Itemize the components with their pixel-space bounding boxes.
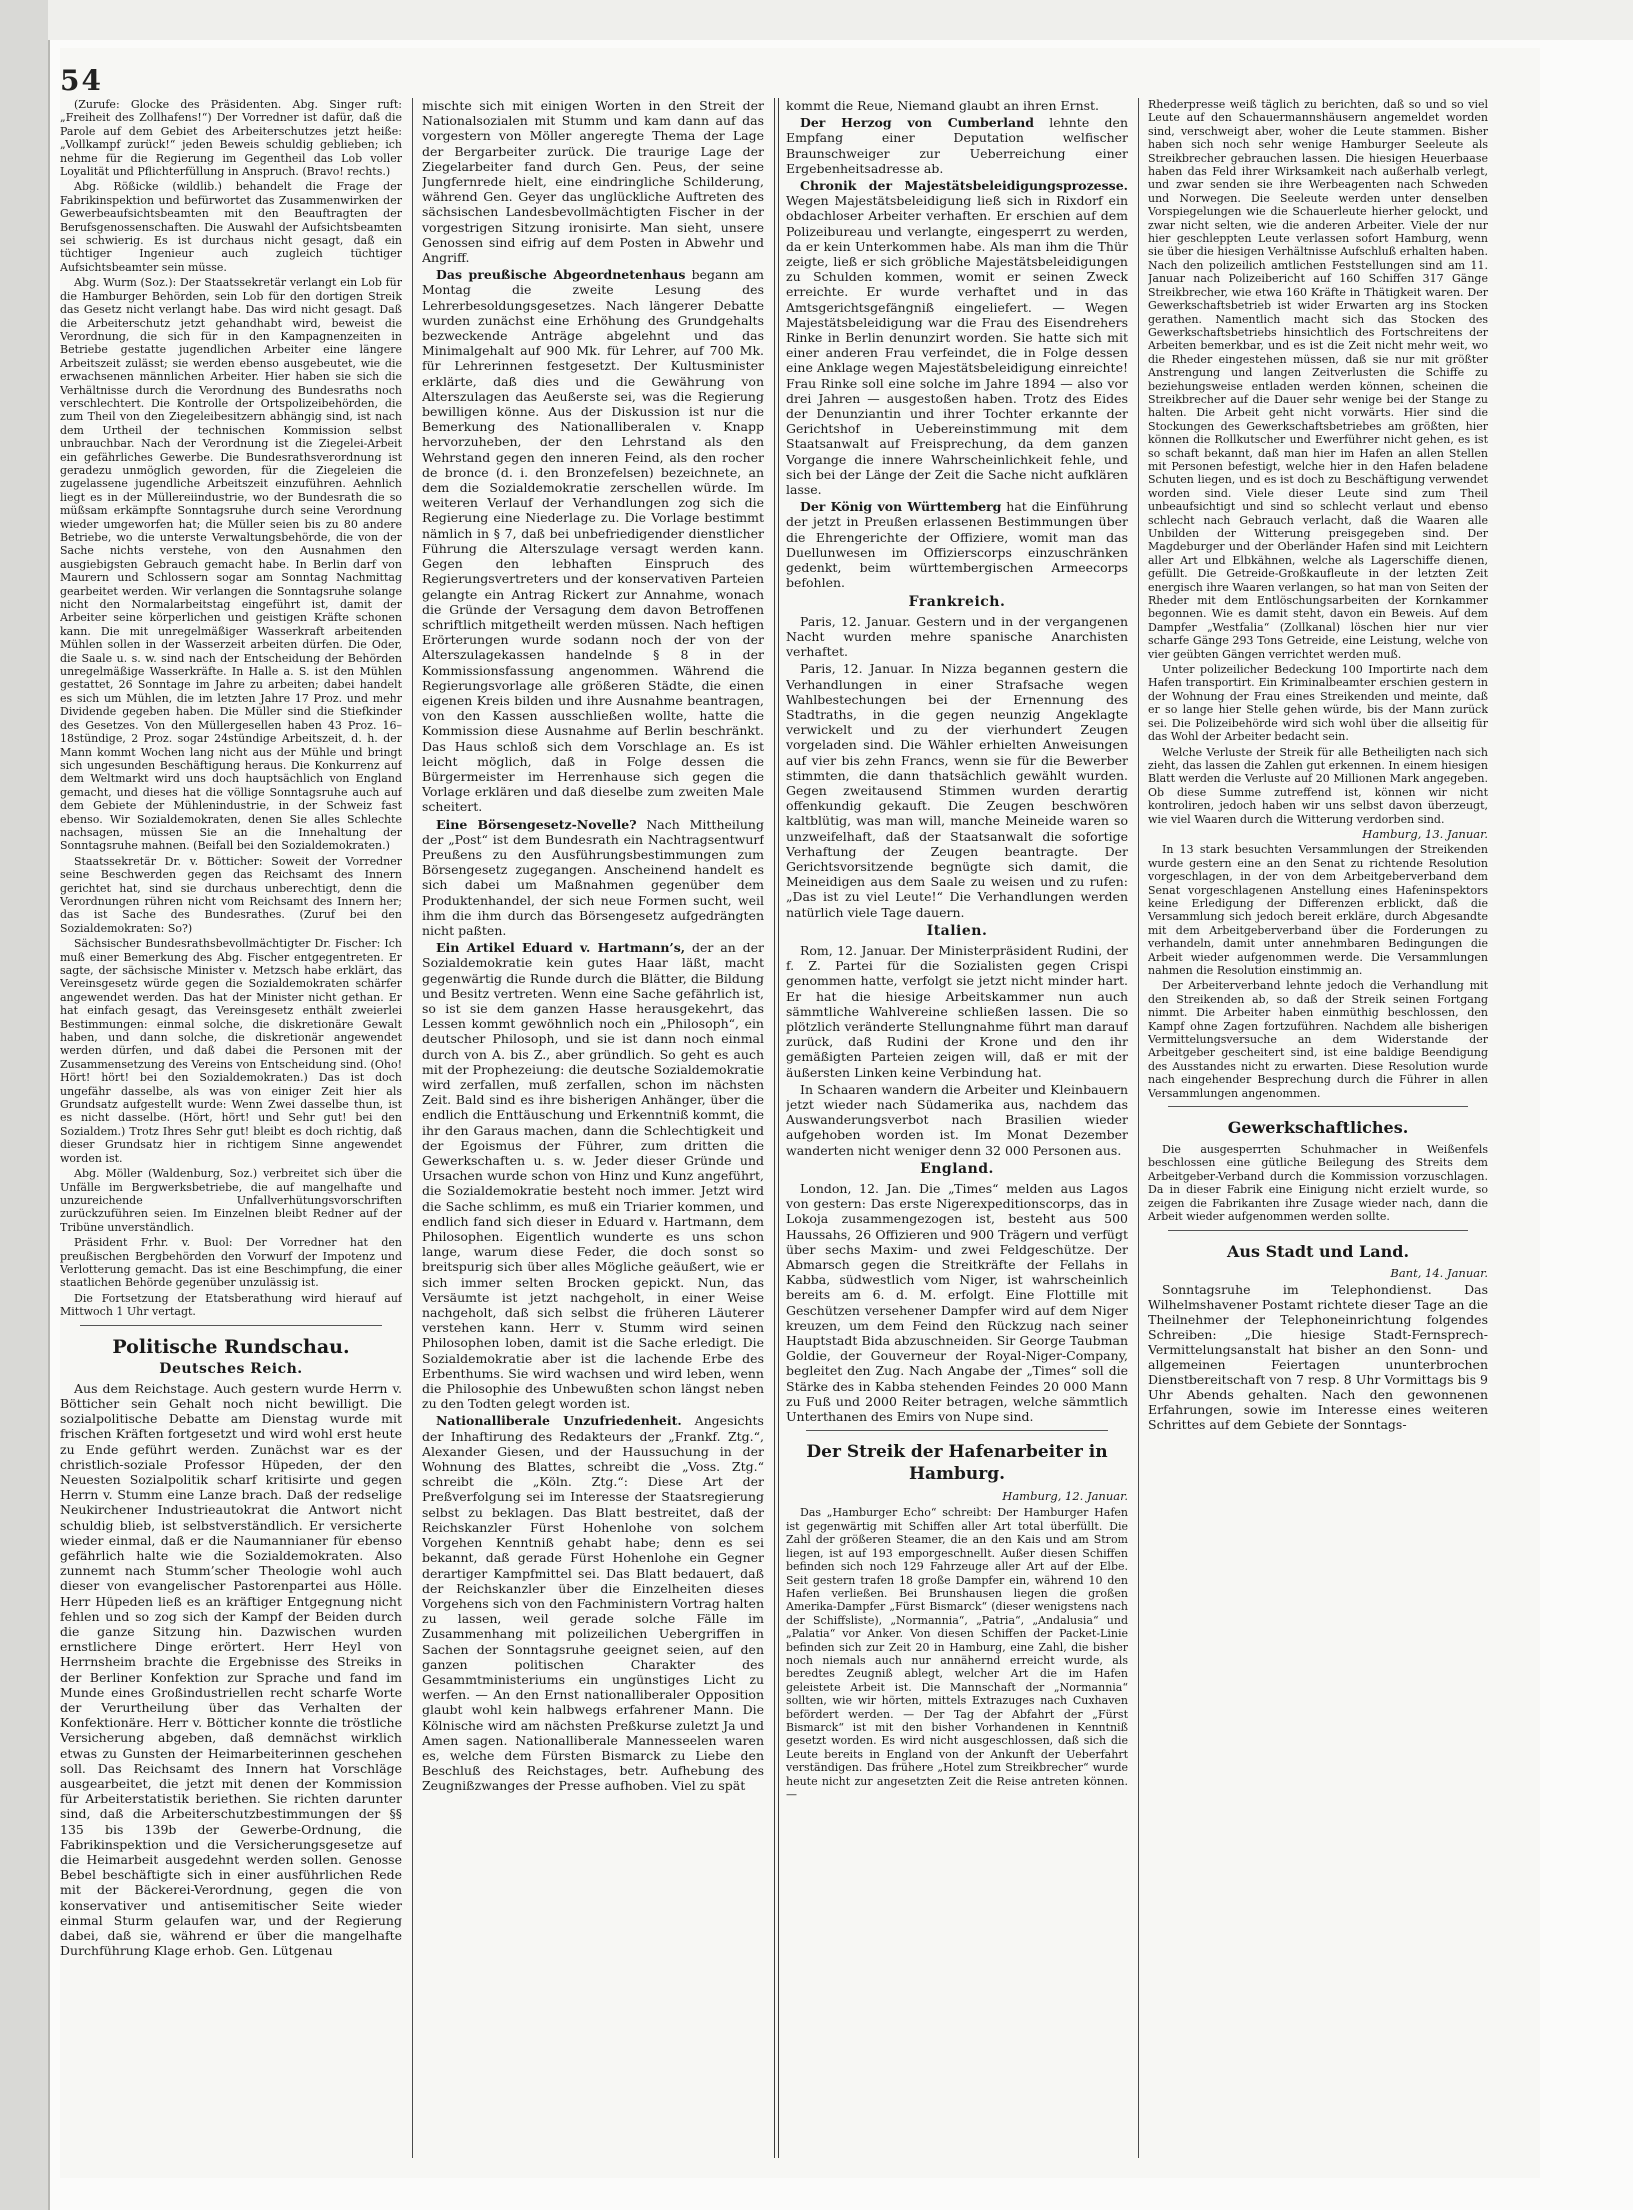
- paragraph: Nach Mittheilung der „Post“ ist dem Bundesrath ein Nachtragsentwurf Preußens zu den Ausführungsbestimmungen zum Börsengesetz zugegangen. Anscheinend handelt es sich dabei um Maßnahmen gegenüber dem Produktenhandel, der sich neue Formen sucht, weil ihm die ihm durch das Börsengesetz aufgedrängten nicht paßten.: [422, 816, 764, 938]
- divider: [806, 1430, 1108, 1431]
- paragraph: Rom, 12. Januar. Der Ministerpräsident Rudini, der f. Z. Partei für die Sozialisten gegen Crispi genommen hatte, verfolgt sie jetzt nicht minder hart. Er hat die hiesige Arbeitskammer nun auch sämmtliche Wahlvereine schließen lassen. Die so plötzlich veränderte Stellungnahme führt man darauf zurück, daß Rudini der Krone und den ihr gemäßigten Parteien zeigen will, daß er mit der äußersten Linken keine Verbindung hat.: [786, 942, 1128, 1080]
- paragraph: In 13 stark besuchten Versammlungen der Streikenden wurde gestern eine an den Senat zu richtende Resolution vorgeschlagen, in der von dem Arbeitgeberverband dem Senat vorgeschlagenen Anstellung eines Hafeninspektors keine Erledigung der Differenzen erblickt, daß die Versammlung sich jedoch bereit erkläre, durch Abgesandte mit dem Arbeitgeberverband über die Forderungen zu verhandeln, damit unter annehmbaren Bedingungen die Arbeit wieder aufgenommen werde. Die Versammlungen nahmen die Resolution einstimmig an.: [1148, 843, 1488, 977]
- paragraph: hat die Einführung der jetzt in Preußen erlassenen Bestimmungen über die Ehrengerichte der Offiziere, womit man das Duellunwesen im Offizierscorps einzuschränken gedenkt, beim württembergischen Armeecorps befohlen.: [786, 499, 1128, 591]
- column-2: [422, 98, 764, 2158]
- paragraph: Abg. Möller (Waldenburg, Soz.) verbreitet sich über die Unfälle im Bergwerksbetriebe, die auf mangelhafte und unzureichende Unfallverhütungsvorschriften zurückzuführen seien. Im Einzelnen bleibt Redner auf der Tribüne unverständlich.: [60, 1167, 402, 1234]
- paragraph: In Schaaren wandern die Arbeiter und Kleinbauern jetzt wieder nach Südamerika aus, nachdem das Auswanderungsverbot nach Brasilien wieder aufgehoben worden ist. Im Monat Dezember wanderten nicht weniger denn 32 000 Personen aus.: [786, 1081, 1128, 1158]
- column-3: [786, 98, 1128, 2158]
- article-title: Der Streik der Hafenarbeiter in Hamburg.: [806, 1442, 1108, 1485]
- section-heading: Gewerkschaftliches.: [1227, 1118, 1409, 1138]
- column-rule: [774, 98, 779, 2158]
- paragraph: begann am Montag die zweite Lesung des Lehrerbesoldungsgesetzes. Nach längerer Debatte wurden zunächst eine Erhöhung des Grundgehalts bezweckende Anträge abgelehnt und das Minimalgehalt auf 900 Mk. für Lehrer, auf 700 Mk. für Lehrerinnen festgesetzt. Der Kultusminister erklärte, daß dies und die Gewährung von Alterszulagen das Aeußerste sei, was die Regierung bewilligen könne. Aus der Diskussion ist nur die Bemerkung des Nationalliberalen v. Knapp hervorzuheben, der den Lehrstand als den Wehrstand gegen den inneren Feind, als den rocher de bronce (d. i. den Bronzefelsen) bezeichnete, an dem die Sozialdemokratie zerschellen würde. Im weiteren Verlauf der Verhandlungen zog sich die Regierung eine Niederlage zu. Die Vorlage bestimmt nämlich in § 7, daß bei unbefriedigender dienstlicher Führung die Alterszulage versagt werden kann. Gegen den lebhaften Einspruch des Regierungsvertreters und der konservativen Parteien gelangte ein Antrag Rickert zur Annahme, wonach die Gründe der Versagung dem davon Betroffenen schriftlich mitgetheilt werden müssen. Nach heftigen Erörterungen wurde sodann noch der von der Alterszulagekassen handelnde § 8 in der Kommissionsfassung angenommen. Während die Regierungsvorlage alle größeren Städte, die einen eigenen Kreis bilden und ihre Ausnahme beantragen, von den Kassen ausschließen wollte, hatte die Kommission diese Ausnahme auf Berlin beschränkt. Das Haus schloß sich dem Vorschlage an. Es ist leicht möglich, daß in Folge dessen die Bürgermeister im Herrenhause sich gegen die Vorlage erklären und daß dieselbe zum zweiten Male scheitert.: [422, 267, 764, 815]
- paragraph: Sächsischer Bundesrathsbevollmächtigter Dr. Fischer: Ich muß einer Bemerkung des Abg. Fischer entgegentreten. Er sagte, der sächsische Minister v. Metzsch habe erklärt, das Vereinsgesetz würde gegen die Sozialdemokraten schärfer angewendet werden. Das hat der Minister nicht gethan. Er hat einfach gesagt, das Vereinsgesetz enthält zweierlei Bestimmungen: einmal solche, die diskretionäre Gewalt haben, und dann solche, die diskretionär angewendet werden dürfen, und daß dabei die Personen mit der Zusammensetzung des Vereins von Entscheidung sind. (Oho! Hört! hört! bei den Sozialdemokraten.) Das ist doch ungefähr dasselbe, als was von einiger Zeit hier als Grundsatz aufgestellt wurde: Wenn Zwei dasselbe thun, ist es nicht dasselbe. (Hört, hört! und Sehr gut! bei den Sozialdem.) Trotz Ihres Sehr gut! bleibt es doch richtig, daß dieser Grundsatz hier in richtigem Sinne angewendet worden ist.: [60, 937, 402, 1165]
- column-rule: [412, 98, 413, 2158]
- article-heading: Ein Artikel Eduard v. Hartmann’s,: [436, 940, 686, 956]
- paragraph: lehnte den Empfang einer Deputation welfischer Braunschweiger zur Ueberreichung einer Ergebenheitsadresse ab.: [786, 115, 1128, 176]
- divider: [1168, 1230, 1468, 1231]
- section-heading: Aus Stadt und Land.: [1226, 1241, 1410, 1261]
- article-heading: Nationalliberale Unzufriedenheit.: [436, 1413, 682, 1429]
- paragraph: kommt die Reue, Niemand glaubt an ihren Ernst.: [786, 98, 1100, 113]
- section-heading: Politische Rundschau.: [112, 1335, 350, 1358]
- column-4: [1148, 98, 1488, 2158]
- article-heading: Der Herzog von Cumberland: [800, 115, 1034, 131]
- paragraph: Präsident Frhr. v. Buol: Der Vorredner hat den preußischen Bergbehörden den Vorwurf der Impotenz und Verlotterung gemacht. Das ist eine Beschimpfung, die einer staatlichen Behörde gegenüber unzulässig ist.: [60, 1236, 402, 1290]
- top-margin: [48, 0, 1633, 40]
- column-rule: [1138, 98, 1139, 2158]
- country-heading: Frankreich.: [908, 593, 1006, 610]
- paragraph: Wegen Majestätsbeleidigung ließ sich in Rixdorf ein obdachloser Arbeiter verhaften. Er erschien auf dem Polizeibureau und verlangte, eingesperrt zu werden, da er kein Unterkommen habe. Als man ihm die Thür zeigte, ließ er sich gröbliche Majestätsbeleidigungen zu Schulden kommen, womit er seinen Zweck erreichte. Er wurde verhaftet und in das Amtsgerichtsgefängniß eingeliefert. — Wegen Majestätsbeleidigung war die Frau des Eisendrehers Rinke in Berlin denunzirt worden. Sie hatte sich mit einer anderen Frau verfeindet, die in Folge dessen eine Anklage wegen Majestätsbeleidigung einreichte! Frau Rinke soll eine solche im Jahre 1894 — also vor drei Jahren — ausgestoßen haben. Trotz des Eides der Denunziantin und ihrer Tochter erkannte der Gerichtshof in Uebereinstimmung mit dem Staatsanwalt auf Freisprechung, da dem ganzen Vorgange die innere Wahrscheinlichkeit fehle, und sich bei der Länge der Zeit die Sache nicht aufklären lasse.: [786, 193, 1128, 498]
- paragraph: Die Fortsetzung der Etatsberathung wird hierauf auf Mittwoch 1 Uhr vertagt.: [60, 1291, 402, 1319]
- paragraph: Der Arbeiterverband lehnte jedoch die Verhandlung mit den Streikenden ab, so daß der Streik seinen Fortgang nimmt. Die Arbeiter haben einmüthig beschlossen, den Kampf ohne Zagen fortzuführen. Nachdem alle bisherigen Vermittelungsversuche an dem Widerstande der Arbeitgeber gescheitert sind, ist eine baldige Beendigung des Ausstandes nicht zu erwarten. Diese Resolution wurde nach eingehender Besprechung durch die Führer in allen Versammlungen angenommen.: [1148, 979, 1488, 1100]
- paragraph: Abg. Wurm (Soz.): Der Staatssekretär verlangt ein Lob für die Hamburger Behörden, sein Lob für den dortigen Streik das Gesetz nicht verlangt habe. Das wird nicht gesagt. Daß die Arbeiterschutz jetzt gehandhabt wird, beweist die Verordnung, die sich für in den Kampagnenzeiten in Betriebe gestatte jugendlichen Arbeiter eine längere Arbeitszeit zulässt; sie werden ebenso ausgebeutet, wie die erwachsenen männlichen Arbeiter. Hier haben sie sich die Verhältnisse durch die Verordnung des Bundesraths noch verschlechtert. Die Kontrolle der Ortspolizeibehörden, die zum Theil von den Ziegeleibesitzern abhängig sind, ist nach dem Urtheil der technischen Kommission selbst unbrauchbar. Nach der Verordnung ist die Ziegelei-Arbeit ein gefährliches Gewerbe. Die Bundesrathsverordnung ist geradezu unmöglich geworden, für die Ziegeleien die zugelassene jugendliche Arbeitszeit einzuführen. Aehnlich liegt es in der Müllereiindustrie, wo der Bundesrath die so müßsam erkämpfte Sonntagsruhe durch seine Verordnung wieder umgeworfen hat; die Müller seien bis zu 80 andere Betriebe, wo die unterste Verwaltungsbehörde, die von der Sache nichts verstehe, von den Ausnahmen den ausgiebigsten Gebrauch gemacht habe. In Berlin darf von Maurern und Schlossern sogar am Sonntag Nachmittag gearbeitet werden. Wir verlangen die Sonntagsruhe solange nicht den Normalarbeitstag eingeführt ist, damit der Arbeiter seine körperlichen und geistigen Kräfte schonen kann. Die mit unregelmäßiger Wasserkraft arbeitenden Mühlen sollen in der Wasserzeit arbeiten dürfen. Die Oder, die Saale u. s. w. sind nach der Entscheidung der Behörden unregelmäßige Wasserkräfte. In Halle a. S. ist den Mühlen gestattet, 26 Sonntage im Jahre zu arbeiten; dabei handelt es sich um Mühlen, die im letzten Jahre 17 Proz. und mehr Dividende gegeben haben. Die Müller sind die Stiefkinder des Gesetzes. Von den Müllergesellen haben 43 Proz. 16–18stündige, 2 Proz. sogar 24stündige Arbeitszeit, d. h. der Mann kommt Wochen lang nicht aus der Mühle und bringt sich ungesunden Beschäftigung heraus. Die Konkurrenz auf dem Weltmarkt wird uns doch hauptsächlich von England gemacht, und dieses hat die völlige Sonntagsruhe auch auf dem Gebiete der Mühlenindustrie, in der Schweiz fast ebenso. Wir Sozialdemokraten, denen Sie alles Schlechte nachsagen, müssen Sie an die Innehaltung der Sonntagsruhe mahnen. (Beifall bei den Sozialdemokraten.): [60, 276, 402, 853]
- article-heading: Der König von Württemberg: [800, 499, 1002, 515]
- dateline: Bant, 14. Januar.: [1390, 1265, 1488, 1280]
- column-1: [60, 98, 402, 2158]
- divider: [80, 1325, 382, 1326]
- paragraph: London, 12. Jan. Die „Times“ melden aus Lagos von gestern: Das erste Nigerexpeditionscorps, das in Lokoja zusammengezogen ist, besteht aus 500 Haussahs, 26 Offizieren und 900 Trägern und verfügt über sechs Maxim- und zwei Feldgeschütze. Der Abmarsch gegen die Streitkräfte der Fellahs in Kabba, südwestlich vom Niger, ist wahrscheinlich bereits am 6. d. M. erfolgt. Eine Flottille mit Geschützen versehener Dampfer wird auf dem Niger kreuzen, um dem Feind den Rückzug nach seiner Hauptstadt Bida abzuschneiden. Sir George Taubman Goldie, der Gouverneur der Royal-Niger-Company, begleitet den Zug. Nach Angabe der „Times“ soll die Stärke des in Kabba stehenden Feindes 20 000 Mann zu Fuß und 2000 Reiter betragen, welche sämmtlich Unterthanen des Emirs von Nupe sind.: [786, 1181, 1128, 1425]
- paragraph: der an der Sozialdemokratie kein gutes Haar läßt, macht gegenwärtig die Runde durch die Blätter, die Bildung und Besitz vertreten. Wenn eine Sache gefährlich ist, so ist sie dem ganzen Hasse herausgekehrt, das Lessen kommt gewöhnlich noch ein „Philosoph“, ein deutscher Philosoph, und sie ist dann noch einmal durch von A. bis Z., aber gründlich. So geht es auch mit der Prophezeiung: die deutsche Sozialdemokratie wird zerfallen, muß zerfallen, schon im nächsten Zeit. Bald sind es ihre bisherigen Anhänger, über die endlich die Enttäuschung und Erkenntniß kommt, die ihr den Garaus machen, dann die Schlechtigkeit und der Egoismus der Führer, zum dritten die Gewerkschaften u. s. w. Jeder dieser Gründe und Ursachen wurde schon von Hinz und Kunz angeführt, die Sozialdemokratie besteht noch immer. Jetzt wird die Sache schlimm, es muß ein Triarier kommen, und endlich fand sich dieser in Eduard v. Hartmann, dem Philosophen. Eigentlich wunderte es uns schon lange, warum diese Feder, die doch sonst so breitspurig sich über alles Mögliche geäußert, wie er sich immer selten Brocken gepickt. Nun, das Versäumte ist jetzt nachgeholt, in einer Weise nachgeholt, daß sich selbst die früheren Läuterer verstehen kann. Herr v. Stumm wird seinen Philosophen loben, damit ist die Sache erledigt. Die Sozialdemokratie aber ist die lachende Erbe des Erbenthums. Sie wird wachsen und wird leben, wenn die Philosophie des Unbewußten schon längst neben zu den Todten gelegt worden ist.: [422, 940, 764, 1412]
- paragraph: Das „Hamburger Echo“ schreibt: Der Hamburger Hafen ist gegenwärtig mit Schiffen aller Art total überfüllt. Die Zahl der größeren Steamer, die an den Kais und am Strom liegen, ist auf 193 emporgeschnellt. Außer diesen Schiffen befinden sich noch 129 Fahrzeuge aller Art auf der Elbe. Seit gestern trafen 18 große Dampfer ein, während 10 den Hafen verließen. Bei Brunshausen liegen die großen Amerika-Dampfer „Fürst Bismarck“ (dieser wenigstens nach der Schiffsliste), „Normannia“, „Patria“, „Andalusia“ und „Palatia“ vor Anker. Von diesen Schiffen der Packet-Linie befinden sich zur Zeit 20 in Hamburg, eine Zahl, die bisher noch niemals auch nur annähernd erreicht wurde, als beredtes Zeugniß ablegt, welcher Art die im Hafen geleistete Arbeit ist. Die Mannschaft der „Normannia“ sollten, wie wir hörten, mittels Extrazuges nach Cuxhaven befördert werden. — Der Tag der Abfahrt der „Fürst Bismarck“ ist mit den bisher Vorhandenen in Kenntniß gesetzt worden. Es wird nicht ausgeschlossen, daß sich die Leute bereits in England von der Ankunft der Ueberfahrt verständigen. Das frühere „Hotel zum Streikbrecher“ wurde heute nicht zur angesetzten Zeit die Reise antreten können. —: [786, 1506, 1128, 1801]
- subsection-heading: Deutsches Reich.: [159, 1360, 303, 1377]
- dateline: Hamburg, 13. Januar.: [1362, 826, 1488, 841]
- paragraph: Sonntagsruhe im Telephondienst. Das Wilhelmshavener Postamt richtete dieser Tage an die Theilnehmer der Telephoneinrichtung folgendes Schreiben: „Die hiesige Stadt-Fernsprech-Vermittelungsanstalt hat bisher an den Sonn- und allgemeinen Feiertagen ununterbrochen Dienstbereitschaft von 7 resp. 8 Uhr Vormittags bis 9 Uhr Abends gehalten. Nach den gewonnenen Erfahrungen, sowie im Interesse eines weiteren Schrittes auf dem Gebiete der Sonntags-: [1148, 1281, 1488, 1432]
- paragraph: Staatssekretär Dr. v. Bötticher: Soweit der Vorredner seine Beschwerden gegen das Reichsamt des Innern gerichtet hat, sind sie durchaus unberechtigt, denn die Verordnungen rühren nicht vom Reichsamt des Innern her; das ist Sache des Bundesrathes. (Zuruf bei den Sozialdemokraten: So?): [60, 854, 402, 935]
- country-heading: England.: [920, 1160, 994, 1177]
- binding-edge: [0, 0, 50, 2210]
- country-heading: Italien.: [926, 922, 988, 939]
- paragraph: Rhederpresse weiß täglich zu berichten, daß so und so viel Leute auf den Schauermannshäusern angemeldet worden sind, verschweigt aber, woher die Leute stammen. Bisher haben sich noch sehr wenige Hamburger Seeleute als Streikbrecher gebrauchen lassen. Die hiesigen Heuerbaase haben das Feld ihrer Wirksamkeit nach außerhalb verlegt, und zwar senden sie ihre Werbeagenten nach Schweden und Norwegen. Die Seeleute werden unter denselben Vorspiegelungen wie die Schauerleute hierher gelockt, und zwar nicht selten, wie die anderen Arbeiter. Viele der nur hier geschleppten Leute verlassen sofort Hamburg, wenn sie über die hiesigen Verhältnisse Aufschluß erhalten haben. Nach den polizeilich amtlichen Feststellungen sind am 11. Januar nach Polizeibericht auf 160 Schiffen 317 Gänge Streikbrecher, wie etwa 160 Kräfte in Thätigkeit waren. Der Gewerkschaftsbetrieb ist wider Erwarten arg ins Stocken gerathen. Namentlich macht sich das Stocken des Gewerkschaftsbetriebs hinsichtlich des Fortschreitens der Arbeiten bemerkbar, und es ist die Zeit nicht mehr weit, wo die Rheder eingestehen müssen, daß sie nur mit größter Anstrengung und langen Zeitverlusten die Schiffe zu beziehungsweise entladen werden können, scheinen die Streikbrecher auf die Dauer sehr wenige bei der Stange zu halten. Die Arbeit geht nicht vorwärts. Hier sind die Stockungen des Gewerkschaftsbetriebes am größten, hier können die Rollkutscher und Ewerführer nicht gehen, es ist so schaft bekannt, daß man hier im Hafen an allen Stellen mit Personen befestigt, welche hier in den Hafen beladene Schuten liegen, und es ist doch zu Beschäftigung verwendet worden sind. Viele dieser Leute sind zum Theil unbeaufsichtigt und sind so schlecht verlaut und ebenso schlecht nach Gebrauch verlacht, daß die Waaren alle Unbilden der Witterung preisgegeben sind. Der Magdeburger und der Oberländer Hafen sind mit Leichtern aller Art und Elbkähnen, welche als Lagerschiffe dienen, gefüllt. Die Getreide-Großkaufleute in der letzten Zeit energisch ihre Waaren verlangen, so hat man von Seiten der Rheder mit dem Entlöschungsarbeiten der Kornkammer begonnen. Wie es damit steht, davon ein Beweis. Auf dem Dampfer „Westfalia“ (Zollkanal) löschen hier nur vier scharfe Gänge 293 Tons Getreide, eine Leistung, welche von vier geübten Gängen verrichtet werden muß.: [1148, 98, 1488, 661]
- page-number: 54: [60, 64, 103, 97]
- paragraph: Paris, 12. Januar. In Nizza begannen gestern die Verhandlungen in einer Strafsache wegen Wahlbestechungen bei der Ernennung des Stadtraths, in die gegen neunzig Angeklagte verwickelt und zu der vierhundert Zeugen vorgeladen sind. Die Wähler erhielten Anweisungen auf vier bis zehn Francs, wenn sie für die Bewerber stimmten, die dann thatsächlich gewählt wurden. Gegen zweitausend Stimmen wurden derartig offenkundig gekauft. Die Zeugen beschwören kaltblütig, was man will, manche Meineide waren so unzweifelhaft, daß der Staatsanwalt die sofortige Verhaftung der Zeugen beantragte. Der Gerichtsvorsitzende begnügte sich damit, die Meineidigen aus dem Saale zu weisen und zu rufen: „Das ist zu viel Leute!“ Die Verhandlungen werden natürlich viele Tage dauern.: [786, 661, 1128, 920]
- paragraph: mischte sich mit einigen Worten in den Streit der Nationalsozialen mit Stumm und kam dann auf das vorgestern von Möller angeregte Thema der Lage der Bergarbeiter zurück. Die traurige Lage der Ziegelarbeiter fand durch Gen. Peus, der seine Jungfernrede hielt, eine eindringliche Schilderung, während Gen. Geyer das unglückliche Auftreten des sächsischen Landesbevollmächtigten Fischer in der vorgestrigen Sitzung ironisirte. Man sieht, unsere Genossen sind eifrig auf dem Posten in Abwehr und Angriff.: [422, 98, 764, 266]
- paragraph: Abg. Rößicke (wildlib.) behandelt die Frage der Fabrikinspektion und befürwortet das Zusammenwirken der Gewerbeaufsichtsbeamten mit den Beauftragten der Berufsgenossenschaften. Die Auswahl der Aufsichtsbeamten sei schwierig. Es ist durchaus nicht gesagt, daß ein tüchtiger Ingenieur auch zugleich tüchtiger Aufsichtsbeamter sein müsse.: [60, 180, 402, 274]
- article-heading: Eine Börsengesetz-Novelle?: [436, 816, 637, 832]
- article-heading: Das preußische Abgeordnetenhaus: [436, 267, 686, 283]
- paragraph: Welche Verluste der Streik für alle Betheiligten nach sich zieht, das lassen die Zahlen gut erkennen. In einem hiesigen Blatt werden die Verluste auf 20 Millionen Mark angegeben. Ob diese Summe zutreffend ist, können wir nicht kontroliren, jedoch haben wir uns selbst davon überzeugt, wie viel Waaren durch die Witterung verdorben sind.: [1148, 745, 1488, 826]
- paragraph: Angesichts der Inhaftirung des Redakteurs der „Frankf. Ztg.“, Alexander Giesen, und der Haussuchung in der Wohnung des Blattes, schreibt die „Voss. Ztg.“ schreibt die „Köln. Ztg.“: Diese Art der Preßverfolgung sei im Interesse der Staatsregierung selbst zu beklagen. Das Blatt bestreitet, daß der Reichskanzler Fürst Hohenlohe von solchem Vorgehen Kenntniß gehabt habe; denn es sei bekannt, daß gerade Fürst Hohenlohe ein Gegner derartiger Kampfmittel sei. Das Blatt bedauert, daß der Reichskanzler über die Einzelheiten dieses Vorgehens sich von den Fachministern Vortrag halten zu lassen, weil gerade solche Fälle im Zusammenhang mit polizeilichen Uebergriffen in Sachen der Sonntagsruhe geeignet seien, auf den ganzen politischen Charakter des Gesammtministeriums ein ungünstiges Licht zu werfen. — An den Ernst nationalliberaler Opposition glaubt wohl kein halbwegs erfahrener Mann. Die Kölnische wird am nächsten Preßkurse zuletzt Ja und Amen sagen. Nationalliberale Mannesseelen waren es, welche dem Fürsten Bismarck zu Liebe den Beschluß des Reichstages, betr. Aufhebung des Zeugnißzwanges der Presse aufhoben. Viel zu spät: [422, 1413, 764, 1794]
- paragraph: Aus dem Reichstage. Auch gestern wurde Herrn v. Bötticher sein Gehalt noch nicht bewilligt. Die sozialpolitische Debatte am Dienstag wurde mit frischen Kräften fortgesetzt und wird wohl erst heute zu Ende geführt werden. Zunächst war es der christlich-soziale Professor Hüpeden, der den Neuesten Sozialpolitik scharf kritisirte und gegen Herrn v. Stumm eine Lanze brach. Daß der redselige Neukirchener Industrieautokrat die Antwort nicht schuldig blieb, ist selbstverständlich. Er versicherte wieder einmal, daß er die Naumannianer für ebenso gefährlich halte wie die Sozialdemokraten. Also zunnemt nach Stumm’scher Theologie wohl auch dieser von evangelischer Pastorenpartei aus Hölle. Herr Hüpeden ließ es an kräftiger Entgegnung nicht fehlen und so zog sich der Kampf der Beiden durch die ganze Sitzung hin. Dazwischen wurden ernstlichere Dinge erörtert. Herr Heyl von Herrnsheim brachte die Ergebnisse des Streiks in der Berliner Konfektion zur Sprache und fand im Munde eines Großindustriellen recht scharfe Worte der Verurtheilung über das Verhalten der Konfektionäre. Herr v. Bötticher konnte die tröstliche Versicherung abgeben, daß demnächst wirklich etwas zu Gunsten der Heimarbeiterinnen geschehen soll. Das Reichsamt des Innern hat Vorschläge ausgearbeitet, die jetzt mit denen der Kommission für Arbeiterstatistik beriethen. Sie richten darunter sind, daß die Arbeiterschutzbestimmungen der §§ 135 bis 139b der Gewerbe-Ordnung, die Fabrikinspektion und die Versicherungsgesetze auf die Heimarbeit ausgedehnt werden sollen. Genosse Bebel beschäftigte sich in einer ausführlichen Rede mit der Bäckerei-Verordnung, gegen die von konservativer und antisemitischer Seite wieder einmal Sturm gelaufen war, und der Regierung dabei, daß sie, während er über die mangelhafte Durchführung Klage erhob. Gen. Lütgenau: [60, 1380, 402, 1959]
- paragraph: Unter polizeilicher Bedeckung 100 Importirte nach dem Hafen transportirt. Ein Kriminalbeamter erschien gestern in der Wohnung der Frau eines Streikenden und meinte, daß er so lange hier Stelle gehen würde, bis der Mann zurück sei. Die Polizeibehörde wird sich wohl über die allseitig für das Wohl der Arbeiter bedacht sein.: [1148, 663, 1488, 744]
- dateline: Hamburg, 12. Januar.: [1002, 1489, 1128, 1504]
- article-heading: Chronik der Majestätsbeleidigungsprozesse.: [800, 178, 1128, 194]
- divider: [1168, 1106, 1468, 1107]
- paragraph: Paris, 12. Januar. Gestern und in der vergangenen Nacht wurden mehre spanische Anarchisten verhaftet.: [786, 613, 1128, 660]
- paragraph: (Zurufe: Glocke des Präsidenten. Abg. Singer ruft: „Freiheit des Zollhafens!“) Der Vorredner ist dafür, daß die Parole auf dem Gebiet des Arbeiterschutzes jetzt heiße: „Vollkampf zurück!“ jeden Beweis schuldig geblieben; ich nehme für die Regierung im Gegentheil das Lob voller Loyalität und Pflichterfüllung in Anspruch. (Bravo! rechts.): [60, 98, 402, 179]
- paragraph: Die ausgesperrten Schuhmacher in Weißenfels beschlossen eine gütliche Beilegung des Streits dem Arbeitgeber-Verband durch die Kommission vorzuschlagen. Da in dieser Fabrik eine Einigung nicht erzielt wurde, so zeigen die Fabrikanten ihre Zusage wieder nach, dann die Arbeit wieder aufgenommen werden sollte.: [1148, 1143, 1488, 1224]
- newspaper-page: [60, 48, 1540, 2178]
